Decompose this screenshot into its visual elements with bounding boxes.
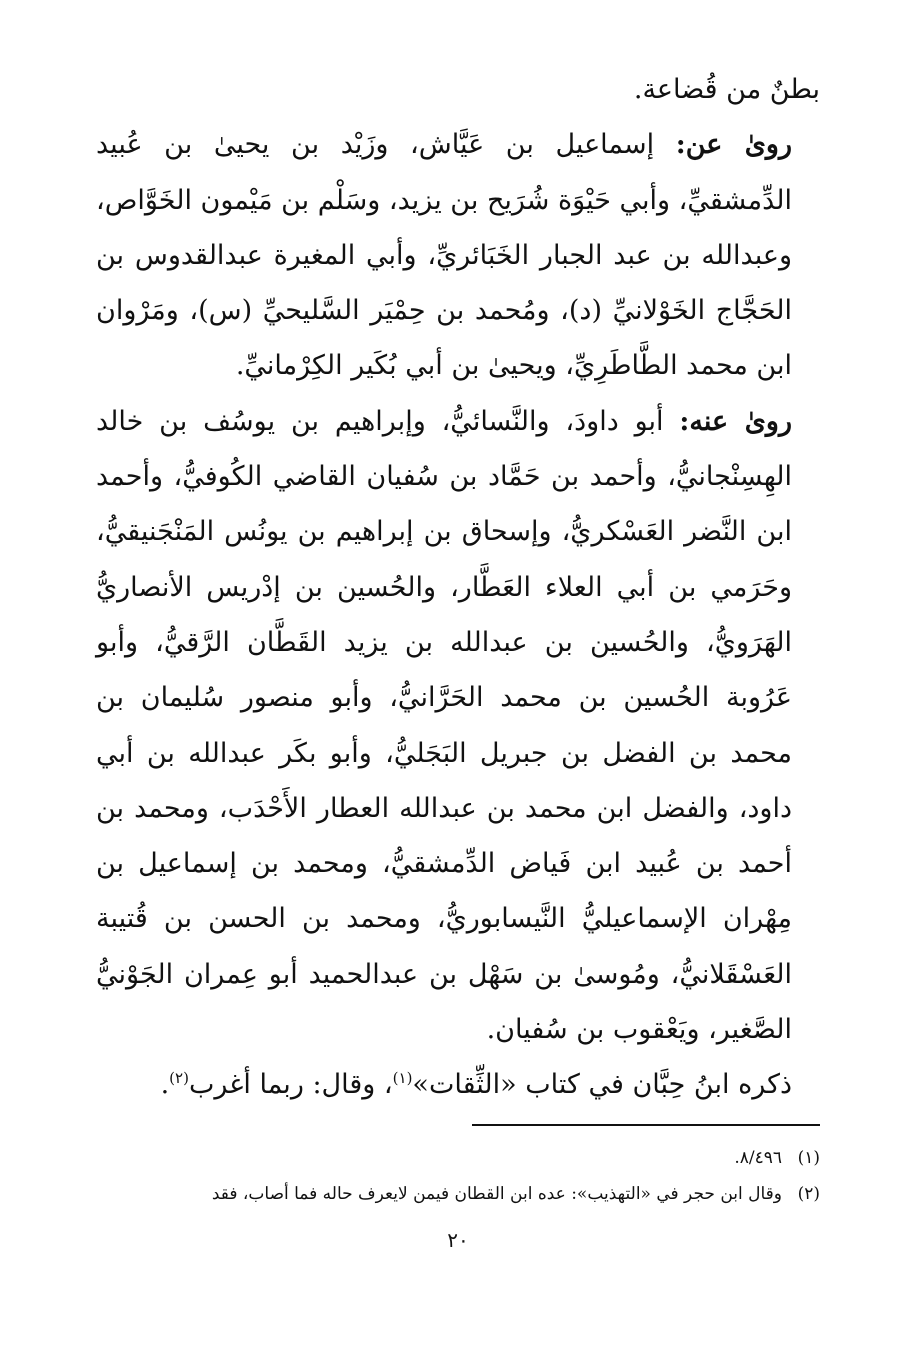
footnotes [96, 1140, 820, 1212]
footnote-1-text: ٨/٤٩٦. [734, 1148, 782, 1168]
narrated-by-heading: روىٰ عنه: [679, 405, 792, 437]
footnote-1-number: (١) [797, 1148, 820, 1168]
ibn-hibban-text-a: ذكره ابنُ حِبَّان في كتاب «الثِّقات» [412, 1069, 792, 1101]
main-text [96, 62, 820, 1113]
page-number: ٢٠ [447, 1228, 469, 1252]
ibn-hibban-text-c: . [160, 1069, 170, 1101]
paragraph-narrated-by [96, 394, 820, 1058]
paragraph-ibn-hibban [96, 1057, 820, 1112]
footnote-2 [96, 1176, 820, 1212]
lineage-text: بطنٌ من قُضاعة. [633, 74, 820, 105]
narrated-from-heading: روىٰ عن: [675, 129, 793, 161]
ibn-hibban-text-b: ، وقال: ربما أغرب [188, 1069, 393, 1101]
paragraph-narrated-from [96, 117, 820, 393]
footnote-divider [472, 1124, 820, 1126]
narrated-by-text: أبو داودَ، والنَّسائيُّ، وإبراهيم بن يوسُف بن خالد الهِسِنْجانيُّ، وأحمد بن حَمَّاد بن سُفيان القاضي الكُوفيُّ، وأحمد ابن النَّضر العَسْكريُّ، وإسحاق بن إبراهيم بن يونُس المَنْجَنيقيُّ، وحَرَمي بن أبي العلاء العَطَّار، والحُسين بن إدْريس الأنصاريُّ الهَرَويُّ، والحُسين بن عبدالله بن يزيد القَطَّان الرَّقيُّ، وأبو عَرُوبة الحُسين بن محمد الحَرَّانيُّ، وأبو منصور سُليمان بن محمد بن الفضل بن جبريل البَجَليُّ، وأبو بكَر عبدالله بن أبي داود، والفضل ابن محمد بن عبدالله العطار الأَحْدَب، ومحمد بن أحمد بن عُبيد ابن فَياض الدِّمشقيُّ، ومحمد بن إسماعيل بن مِهْران الإسماعيليُّ النَّيسابوريُّ، ومحمد بن الحسن بن قُتيبة العَسْقَلانيُّ، ومُوسىٰ بن سَهْل بن عبدالحميد أبو عِمران الجَوْنيُّ الصَّغير، ويَعْقوب بن سُفيان. [96, 405, 792, 1046]
footnote-2-text: وقال ابن حجر في «التهذيب»: عده ابن القطان فيمن لايعرف حاله فما أصاب، فقد [211, 1184, 782, 1204]
footnote-1 [96, 1140, 820, 1176]
narrated-from-text: إسماعيل بن عَيَّاش، وزَيْد بن يحيىٰ بن عُبيد الدِّمشقيِّ، وأبي حَيْوَة شُرَيح بن يزيد، وسَلْم بن مَيْمون الخَوَّاص، وعبدالله بن عبد الجبار الخَبَائريِّ، وأبي المغيرة عبدالقدوس بن الحَجَّاج الخَوْلانيِّ (د)، ومُحمد بن حِمْيَر السَّليحيِّ (س)، ومَرْوان ابن محمد الطَّاطَرِيِّ، ويحيىٰ بن أبي بُكَير الكِرْمانيِّ. [95, 129, 792, 382]
footnote-2-number: (٢) [797, 1184, 820, 1204]
footnote-ref-1[interactable]: (١) [392, 1069, 413, 1088]
footnote-ref-2[interactable]: (٢) [169, 1069, 189, 1088]
paragraph-lineage [96, 62, 820, 117]
